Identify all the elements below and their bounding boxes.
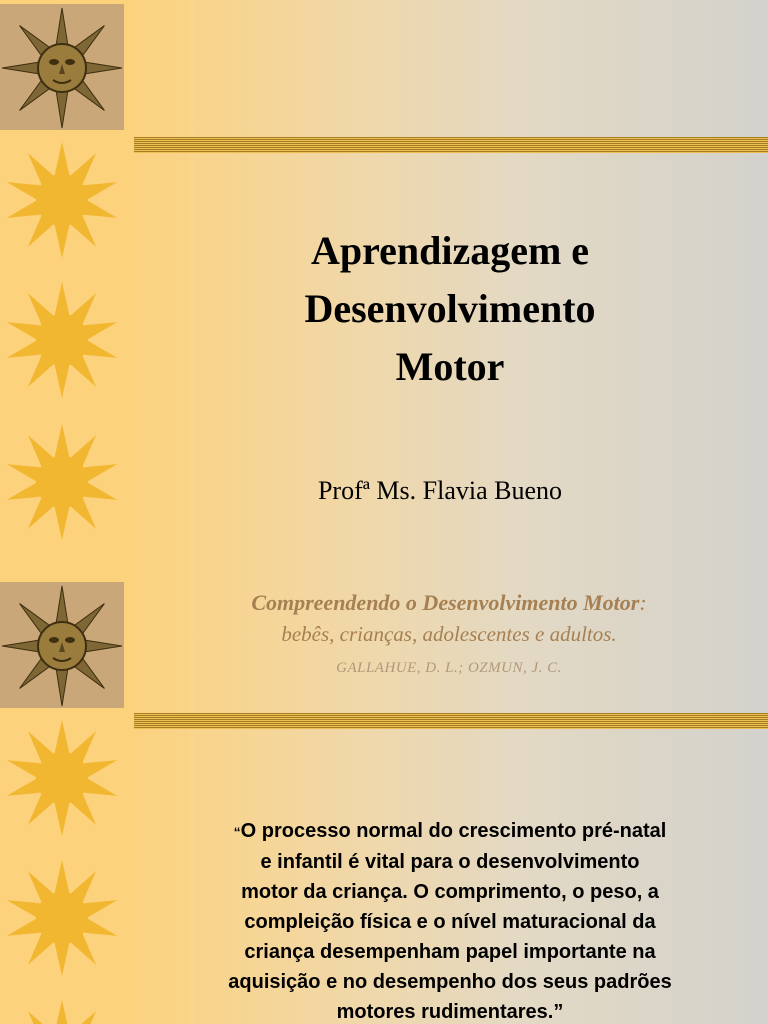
slide-2 (0, 578, 768, 1024)
quote-line-text: O processo normal do crescimento pré-natal (240, 820, 667, 842)
title-line: Desenvolvimento (304, 286, 596, 331)
sun-icon (0, 412, 124, 552)
title-line: Aprendizagem e (310, 228, 590, 273)
book-title (130, 590, 768, 616)
book-title-colon: : (639, 590, 647, 615)
left-decoration-strip (0, 0, 124, 578)
quote-line: motor da criança. O comprimento, o peso, a (241, 881, 659, 903)
slide-title (240, 222, 660, 396)
left-decoration-strip (0, 578, 124, 1024)
gold-stripe-band (134, 137, 768, 153)
sun-icon (0, 270, 124, 410)
sun-icon (0, 848, 124, 988)
quote-line: compleição física e o nível maturacional da (244, 911, 656, 933)
quote-text (200, 816, 700, 1024)
book-authors: GALLAHUE, D. L.; OZMUN, J. C. (336, 660, 562, 676)
sun-mask-icon (0, 582, 124, 708)
quote-line: e infantil é vital para o desenvolvimento (260, 851, 640, 873)
quote-line: motores rudimentares.” (336, 1001, 564, 1023)
gold-stripe-band (134, 713, 768, 729)
quote-line: aquisição e no desempenho dos seus padrões (228, 971, 672, 993)
sun-icon (0, 130, 124, 270)
sun-mask-tile (0, 582, 124, 708)
quote-line (200, 816, 700, 847)
title-line: Motor (395, 344, 505, 389)
quote-open-mark: “ (233, 824, 241, 840)
quote-line: criança desempenham papel importante na (244, 941, 656, 963)
sun-icon (0, 708, 124, 848)
sun-mask-icon (0, 4, 124, 130)
author-name: Profª Ms. Flavia Bueno (317, 476, 563, 505)
book-subtitle: bebês, crianças, adolescentes e adultos. (281, 622, 617, 646)
sun-icon (0, 988, 124, 1024)
book-title-text: Compreendendo o Desenvolvimento Motor (251, 590, 640, 615)
sun-mask-tile (0, 4, 124, 130)
